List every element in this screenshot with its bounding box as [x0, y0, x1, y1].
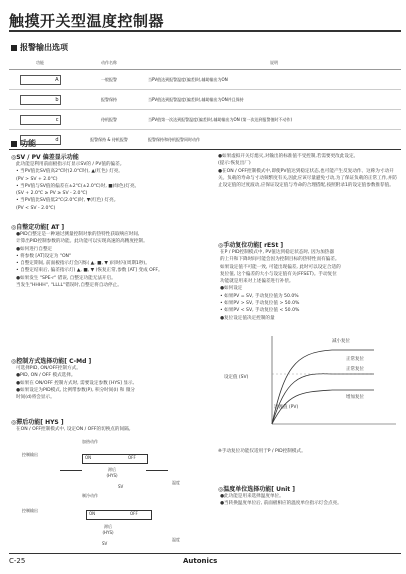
text-line: ●如果在 ON/OFF 控制方式时, 需要设定参数 [HYS] 显示,: [16, 380, 134, 386]
temp-label: 温度: [172, 480, 180, 485]
off-line: [60, 470, 82, 471]
off-label: OFF: [130, 511, 138, 516]
action-name: 报警保持: [71, 90, 147, 110]
text-line: ●如何进行自整定: [16, 246, 53, 252]
control-output-label: 控制输出: [22, 452, 38, 457]
text-line: ●当转换温度单位后, 前面板相应的温度单位指示灯会点亮。: [220, 501, 342, 507]
text-line: ●复位设定值决定控制的量: [220, 315, 275, 321]
sv-label: SV: [118, 484, 124, 489]
text-line: • 当PV值比SV值高2℃时(2.0℃时), ▲(红色) 灯亮。: [16, 169, 123, 175]
alarm-section-heading: [11, 42, 68, 53]
text-line: 此功能是利用前面板指示灯显示SV的 / PV值的偏差。: [16, 162, 125, 167]
text-line: ●PID自整定是一种通过测量控制对象的热特性获取响应时间,: [16, 232, 140, 237]
alarm-table: [9, 57, 401, 150]
text-line: 复位值, 这个偏差的大小与设定值有关(FFSET)。手动复位: [220, 271, 337, 277]
manual-reset-text: [220, 249, 400, 322]
chart-label: 过渡值 (PV): [274, 405, 299, 410]
cooling-label: 制冷动作: [82, 493, 98, 498]
text-line: • 如果PV < SV, 手动复位值 < 50.0%: [220, 308, 300, 314]
action-desc: 当PV值第一次达到报警温度(偏差)时,辅助输出为ON (第一次达到报警值时不动作): [147, 110, 401, 130]
text-line: 在P / PID控制模式中, PV值达到稳定状态时, 因为加热器: [220, 250, 334, 255]
text-line: ●此功能是用来选择温度单位。: [220, 494, 284, 499]
brand-logo: Autonics: [183, 557, 218, 565]
chart-label: 增加复位: [346, 395, 364, 400]
table-row: [9, 130, 401, 150]
text-line: • 当PV值比SV值低2℃(2.0℃)时, ▼(红色) 灯亮。: [16, 198, 119, 204]
chart-label: 减小复位: [332, 339, 350, 344]
on-label: ON: [85, 455, 92, 460]
action-desc: 当PV值达到报警温度(偏差)时,辅助输出为ON并且保持: [147, 90, 401, 110]
text-line: • 当PV值与SV值的偏差在±2℃(±2.0℃)时, ■(绿色)灯亮。: [16, 183, 140, 189]
col-function: 功能: [9, 57, 71, 70]
on-bar: [86, 510, 152, 520]
text-line: ●如何设定: [220, 286, 243, 292]
on-label: ON: [89, 511, 96, 516]
function-heading-text: 功能: [20, 139, 36, 148]
chart-label: 设定值 (SV): [224, 375, 249, 380]
page-title: 触摸开关型温度控制器: [9, 12, 165, 30]
action-desc: 报警保持和待机报警同时动作: [147, 130, 401, 150]
chart-label: 正常复位: [346, 367, 364, 372]
svpv-heading: ◎SV / PV 偏差显示功能: [11, 154, 79, 161]
off-line: [146, 470, 168, 471]
segment-display: A: [20, 75, 61, 85]
text-line: ●如果设定为PID模式, 比例带参数(P), 积分时间(I) 和 微分: [16, 387, 136, 393]
action-desc: 当PV值达到报警温度(偏差)时,辅助输出为ON: [147, 70, 401, 90]
chart-label: 正常复位: [346, 357, 364, 362]
sv-label: SV: [102, 541, 108, 546]
table-row: [9, 110, 401, 130]
text-line: (PV < SV - 2.0℃): [16, 205, 56, 211]
heating-label: 加热动作: [82, 439, 98, 444]
text-line: 如果设定值不可能一致, 可能出现偏差, 此时可以设定合适的: [220, 264, 341, 270]
off-label: OFF: [128, 455, 136, 460]
text-line: ●PID, ON / OFF 模式选择。: [16, 373, 76, 379]
footer-rule: [9, 553, 401, 554]
segment-display: d: [20, 135, 61, 145]
page-number: C-25: [9, 557, 26, 565]
unit-text: [220, 493, 400, 508]
control-output-label: 控制输出: [22, 508, 38, 513]
temp-label: 温度: [172, 537, 180, 542]
autotune-text: [16, 231, 206, 289]
function-rule: [9, 149, 401, 150]
action-name: 一般报警: [71, 70, 147, 90]
manual-reset-chart: [214, 330, 402, 430]
text-line: (SV + 2.0℃ ≥ PV ≥ SV - 2.0℃): [16, 191, 88, 197]
text-line: 可选择PID, ON/OFF控制方式。: [16, 366, 81, 371]
text-line: (PV > SV + 2.0℃): [16, 176, 58, 182]
table-row: [9, 70, 401, 90]
text-line: • 如果PV > SV, 手动复位值 > 50.0%: [220, 301, 300, 307]
reset-chart-caption: ※手动复位功能仅适用于P / PID控制模式。: [218, 449, 306, 454]
table-row: [9, 90, 401, 110]
function-section-heading: [11, 138, 36, 149]
hys-label: 滞后 (HYS): [102, 524, 114, 535]
hysteresis-text: 在ON / OFF控制模式中, 设定ON / OFF的切换点的间隔。: [16, 427, 134, 432]
on-bar: [82, 454, 148, 464]
control-mode-text: [16, 365, 206, 401]
col-action: 动作名称: [71, 57, 147, 70]
text-line: 时间(d)将会显示。: [16, 395, 55, 401]
svpv-text: [16, 161, 201, 212]
action-name: 报警保持 & 待机报警: [71, 130, 147, 150]
unit-heading: ◎温度单位选择功能[ Unit ]: [218, 486, 295, 493]
action-name: 待机报警: [71, 110, 147, 130]
text-line: (提示:恢复出厂): [218, 161, 251, 167]
text-line: 计算出PID控制参数的功能。此功能可以实现高速的高精度控制。: [16, 239, 148, 245]
right-top-text: [218, 153, 398, 189]
col-desc: 说明: [147, 57, 401, 70]
hysteresis-heading: ◎滞后功能[ HYS ]: [11, 419, 64, 426]
autotune-heading: ◎自整定功能[ AT ]: [11, 224, 65, 231]
title-underline: [9, 30, 401, 32]
text-line: 的上升和下降时间可能会因为控制目标的热特性而有偏差。: [220, 257, 340, 263]
text-line: • 将参数 [AT]设定为 "ON": [16, 253, 72, 259]
alarm-heading-text: 报警输出选项: [20, 43, 68, 52]
segment-display: c: [20, 115, 61, 125]
text-line: • 如果PV = SV, 手动复位值为 50.0%: [220, 293, 299, 299]
segment-display: b: [20, 95, 61, 105]
square-bullet-icon: [11, 45, 17, 51]
text-line: ●在ON / OFF控制模式中,即使PV值达到稳定状态,也可能产生反复动作、这称为寸动开关。负载的寿命与寸动频繁度有关,因此应该尽量避免寸动,为了保证负载的正常工作,并防止设定值的过度波动,应保证设定值与寿命的合理搭配,按照附录1的设定值参数推荐值。: [218, 168, 397, 189]
hys-label: 滞后 (HYS): [106, 467, 118, 478]
control-mode-heading: ◎控制方式选择功能[ C-Md ]: [11, 358, 92, 365]
text-line: ●如果虚拟开关灯熄灭,对输出的标准值不受控制,若需要更改此设定。: [218, 154, 359, 159]
text-line: ●如果发生 "SPE-r" 错误, 自整定功能无法开启。: [16, 275, 116, 281]
text-line: 功能就是用来对上述偏差进行补偿。: [220, 279, 294, 285]
text-line: • 自整定结束后, 偏差指示灯( ▲, ■, ▼ )恢复正常,参数 [AT] 变成 OFF。: [16, 268, 163, 274]
square-bullet-icon: [11, 141, 17, 147]
text-line: 当发生"HHHH", "LLLL"错误时,自整定将自动停止。: [16, 283, 122, 289]
text-line: • 自整定期间, 前面板指示灯会闪烁( ▲, ■, ▼ )同时闪(周期1秒)。: [16, 261, 150, 267]
manual-reset-heading: ◎手动复位功能[ rESt ]: [218, 242, 284, 249]
